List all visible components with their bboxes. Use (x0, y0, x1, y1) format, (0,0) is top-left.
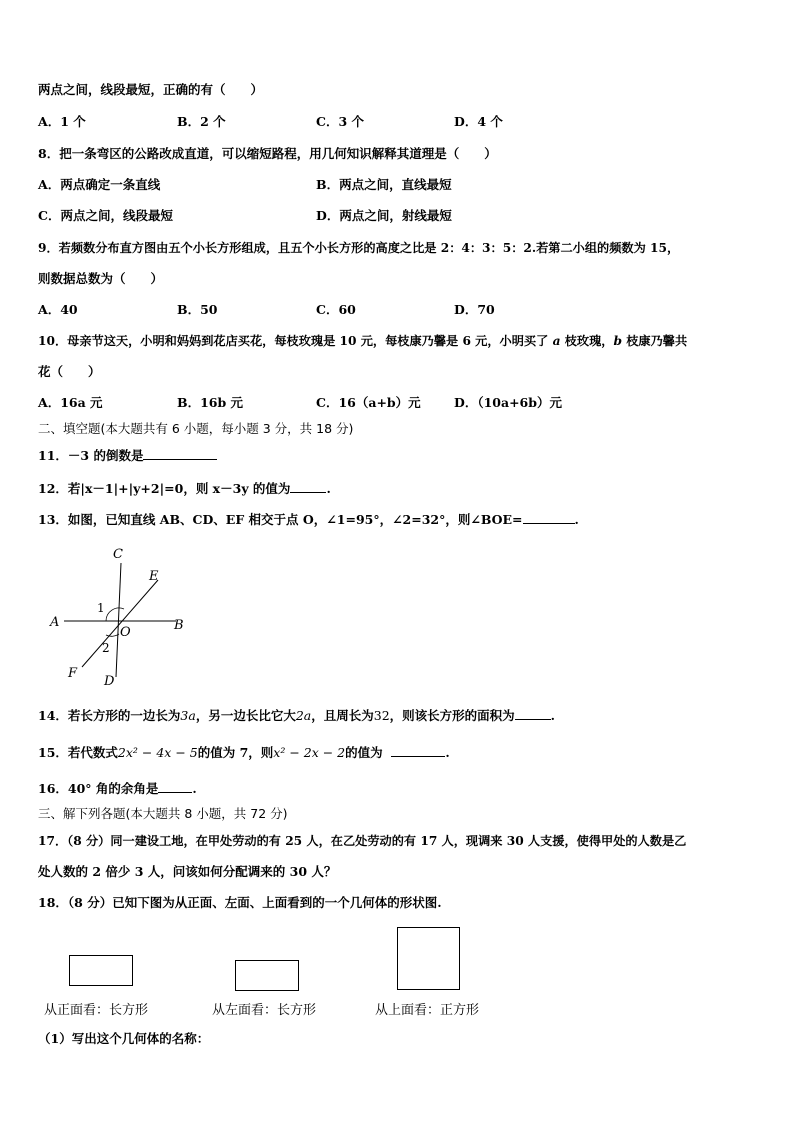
label-a: A (50, 615, 60, 630)
q10-stem-part-c: 枝康乃馨共 (622, 334, 688, 348)
left-view-rectangle (235, 960, 299, 991)
q13-text: 13．如图，已知直线 AB、CD、EF 相交于点 O，∠1=95°，∠2=32°，则∠BOE= (38, 512, 523, 527)
q9-option-a: A．40 (38, 302, 78, 317)
q15-text-c: 的值为 (345, 745, 383, 760)
q8-option-a: A．两点确定一条直线 (38, 177, 161, 192)
label-angle-2: 2 (102, 641, 110, 655)
q9-option-d: D．70 (454, 302, 495, 317)
q8-option-c: C．两点之间，线段最短 (38, 208, 173, 223)
q9-option-b: B．50 (177, 302, 218, 317)
q16-answer-blank[interactable] (158, 779, 192, 793)
q10-option-b: B．16b 元 (177, 395, 244, 410)
q10-var-b: b (613, 334, 622, 348)
q12-answer-blank[interactable] (290, 479, 326, 493)
label-c: C (113, 547, 123, 562)
q14-answer-blank[interactable] (515, 706, 551, 720)
top-view-caption: 从上面看：正方形 (375, 1003, 480, 1018)
q7-option-d: D．4 个 (454, 114, 503, 129)
q9-stem-line2: 则数据总数为（ ） (38, 271, 164, 286)
q18-subquestion-1: （1）写出这个几何体的名称： (38, 1031, 210, 1046)
q15: 15．若代数式2x² − 4x − 5的值为 7，则x² − 2x − 2的值为 . (38, 745, 450, 760)
q15-answer-blank[interactable] (391, 743, 445, 757)
q8-stem: 8．把一条弯区的公路改成直道，可以缩短路程，用几何知识解释其道理是（ ） (38, 146, 497, 161)
q15-expr-1: 2x² − 4x − 5 (117, 745, 198, 760)
top-view-square (397, 927, 460, 990)
q12: 12．若|x－1|+|y+2|=0，则 x－3y 的值为 . (38, 481, 331, 496)
q14-expr-1: 3a (180, 708, 196, 723)
q14-expr-3: 32 (373, 708, 390, 723)
q10-stem-line1 (38, 332, 687, 350)
q8-option-b: B．两点之间，直线最短 (316, 177, 452, 192)
angle-1-arc (106, 608, 124, 621)
q18-stem: 18．（8 分）已知下图为从正面、左面、上面看到的一个几何体的形状图. (38, 895, 442, 910)
label-b: B (174, 618, 184, 633)
q7-option-b: B．2 个 (177, 114, 226, 129)
q15-text-b: 的值为 7，则 (197, 745, 274, 760)
section-3-heading: 三、解下列各题(本大题共 8 小题，共 72 分) (38, 806, 288, 821)
q9-option-c: C．60 (316, 302, 356, 317)
q14-text-d: ，则该长方形的面积为 (389, 708, 515, 723)
q10-stem-part-b: 枝玫瑰， (560, 334, 614, 348)
q15-expr-2: x² − 2x − 2 (273, 745, 346, 760)
q12-text: 12．若|x－1|+|y+2|=0，则 x－3y 的值为 (38, 481, 291, 496)
q10-stem-part-a: 10．母亲节这天，小明和妈妈到花店买花，每枝玫瑰是 10 元，每枝康乃馨是 6 元，小明买了 (38, 334, 553, 348)
label-angle-1: 1 (97, 601, 105, 615)
q14-text-c: ，且周长为 (311, 708, 374, 723)
label-d: D (104, 674, 115, 689)
q9-stem-line1: 9．若频数分布直方图由五个小长方形组成，且五个小长方形的高度之比是 2：4：3：5：2.若第二小组的频数为 15， (38, 241, 680, 255)
q13-answer-blank[interactable] (523, 510, 575, 524)
q8-option-d: D．两点之间，射线最短 (316, 208, 452, 223)
q10-stem-line2: 花（ ） (38, 364, 101, 379)
left-view-caption: 从左面看：长方形 (212, 1003, 317, 1018)
label-f: F (68, 666, 78, 681)
q14-text-a: 14．若长方形的一边长为 (38, 708, 181, 723)
q13: 13．如图，已知直线 AB、CD、EF 相交于点 O，∠1=95°，∠2=32°，则∠BOE= . (38, 512, 579, 527)
q7-option-a: A．1 个 (38, 114, 86, 129)
section-2-heading: 二、填空题(本大题共有 6 小题，每小题 3 分，共 18 分) (38, 421, 354, 436)
q16: 16．40° 角的余角是 . (38, 781, 197, 796)
q11-answer-blank[interactable] (143, 446, 217, 460)
q17-line2: 处人数的 2 倍少 3 人，问该如何分配调来的 30 人？ (38, 864, 337, 879)
q15-text-a: 15．若代数式 (38, 745, 118, 760)
line-cd (116, 563, 121, 677)
q10-option-a: A．16a 元 (38, 395, 103, 410)
q13-figure (44, 543, 194, 691)
label-e: E (149, 569, 159, 584)
angle-2-arc (106, 634, 119, 636)
q11-text: 11．－3 的倒数是 (38, 448, 144, 463)
front-view-caption: 从正面看：长方形 (44, 1003, 149, 1018)
q14: 14．若长方形的一边长为3a，另一边长比它大2a，且周长为32，则该长方形的面积为 . (38, 708, 556, 723)
q11 (38, 446, 217, 465)
q16-text: 16．40° 角的余角是 (38, 781, 159, 796)
q14-text-b: ，另一边长比它大 (195, 708, 296, 723)
label-o: O (120, 625, 131, 640)
q10-option-d: D．（10a+6b）元 (454, 395, 562, 410)
q10-option-c: C．16（a+b）元 (316, 395, 421, 410)
front-view-rectangle (69, 955, 133, 986)
q10-var-a: a (552, 334, 561, 348)
q7-tail: 两点之间，线段最短，正确的有（ ） (38, 82, 264, 97)
q14-expr-2: 2a (295, 708, 312, 723)
q17-line1: 17．（8 分）同一建设工地，在甲处劳动的有 25 人，在乙处劳动的有 17 人，现调来 30 人支援，使得甲处的人数是乙 (38, 834, 687, 848)
q7-option-c: C．3 个 (316, 114, 364, 129)
